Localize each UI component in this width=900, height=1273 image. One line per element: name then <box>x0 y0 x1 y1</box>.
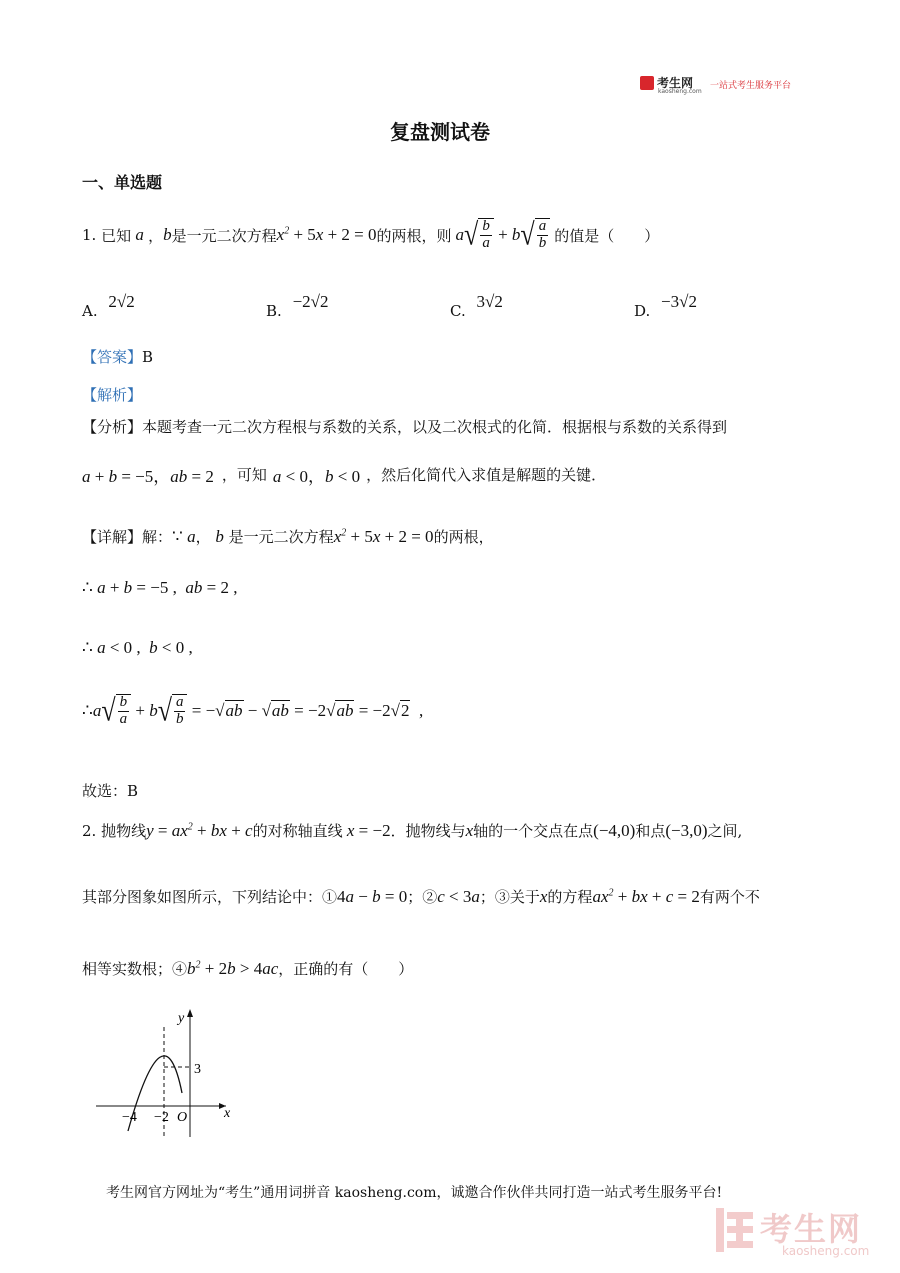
q1-text-3: 的两根，则 <box>376 226 452 245</box>
q2-text-4: 轴的一个交点在点 <box>473 822 594 840</box>
watermark-sub: kaosheng.com <box>782 1244 870 1258</box>
question-number: 2. <box>82 821 97 840</box>
analysis-mid: ，可知 <box>221 466 267 484</box>
question-2: 2. 抛物线 $y = ax^2$ + bx + c 的对称轴直线 x = −2 ．抛物线与 x 轴的一个交点在点 (−4,0) 和点 (−3,0) 之间, <box>82 820 743 840</box>
q2-l3a: 相等实数根；④ <box>82 960 188 978</box>
footer-text: 考生网官方网址为“考生”通用词拼音 kaosheng.com，诚邀合作伙伴共同打造一站式考生服务平台! <box>106 1185 723 1201</box>
detail-line-1: 【详解】解： ∵ a ， b 是一元二次方程 $x^2 + 5x + 2 = 0$ 的两根， <box>82 526 494 546</box>
logo-sub: kaosheng.com <box>658 88 702 95</box>
option-letter: B. <box>266 302 282 320</box>
question-1: 1. 已知 a ， b 是一元二次方程 $x^2 + 5x + 2 = 0$ 的两根，则 a √ $\frac{b}{a}$ + b √ $\frac{a}{b}$ 的值是（ ） <box>82 217 660 252</box>
header-slogan: 一站式考生服务平台 <box>710 81 792 91</box>
detail-line-3: ∴ a < 0 , b < 0 , <box>82 638 193 657</box>
analysis-text: 【分析】本题考查一元二次方程根与系数的关系，以及二次根式的化简．根据根与系数的关系得到 <box>82 418 728 436</box>
q2-text-3: ．抛物线与 <box>390 822 466 840</box>
option-value: −2√2 <box>292 292 329 311</box>
watermark-logo <box>716 1204 886 1264</box>
option-letter: D. <box>634 302 651 320</box>
logo-icon <box>640 76 654 90</box>
answer-label: 【答案】 <box>82 348 143 366</box>
y-label: y <box>178 1011 185 1026</box>
q2-l2c: ；③关于 <box>479 888 540 906</box>
q2-l3b: ，正确的有（ ） <box>278 960 414 978</box>
origin-label: O <box>177 1110 188 1125</box>
q1-equation: $x^2 + 5x + 2 = 0$ <box>276 225 377 244</box>
tick-neg2: −2 <box>154 1110 169 1125</box>
q2-text-2: 的对称轴直线 <box>252 822 343 840</box>
watermark-text: 考生网 <box>760 1210 863 1248</box>
logo-text: 考生网 <box>657 76 694 90</box>
parabola-graph <box>92 1005 242 1140</box>
option-letter: A. <box>82 302 98 320</box>
q1-text-1: 已知 <box>101 226 132 245</box>
detail-choose: 故选：B <box>82 782 139 800</box>
q2-text-1: 抛物线 <box>101 822 147 840</box>
q2-l2a: 其部分图象如图所示，下列结论中：① <box>82 888 338 906</box>
q2-text-6: 之间, <box>707 822 743 840</box>
x-label: x <box>224 1106 231 1121</box>
q2-l2d: 的方程 <box>547 888 593 906</box>
tick-3: 3 <box>194 1062 201 1077</box>
analysis-label: 【解析】 <box>82 386 143 404</box>
detail-line-2: ∴ a + b = −5 , ab = 2 , <box>82 578 238 597</box>
y-axis-arrow <box>187 1009 193 1017</box>
q2-line-2: 其部分图象如图所示，下列结论中：① 4a − b = 0 ；② c < 3a ；③关于 x 的方程 $ax^2$ + bx + c = 2 有两个不 <box>82 886 760 906</box>
q2-l2b: ；② <box>407 888 438 906</box>
page-title: 复盘测试卷 <box>390 120 490 144</box>
option-value: −3√2 <box>661 292 697 311</box>
header-logo <box>640 74 810 94</box>
analysis-end: ，然后化简代入求值是解题的关键． <box>366 466 607 484</box>
option-letter: C. <box>450 302 466 320</box>
watermark-icon <box>716 1208 756 1252</box>
detail-label: 【详解】解： <box>82 528 173 546</box>
option-b[interactable] <box>266 292 329 320</box>
option-a[interactable] <box>82 292 135 320</box>
option-c[interactable] <box>450 292 503 320</box>
answer <box>82 346 153 367</box>
detail-line-4: ∴ a √ $\frac{b}{a}$ + b √ $\frac{a}{b}$ = −√ab − √ab = −2√ab = −2√2 , <box>82 692 424 728</box>
q1-options <box>82 292 802 318</box>
detail-text-2: 是一元二次方程 <box>228 528 334 546</box>
q2-line-3: 相等实数根；④ $b^2 + 2b > 4ac$ ，正确的有（ ） <box>82 958 414 978</box>
section-heading: 一、单选题 <box>82 173 163 192</box>
q1-expression: a √ $\frac{b}{a}$ + b √ $\frac{a}{b}$ <box>456 218 551 252</box>
option-value: 2√2 <box>108 292 135 311</box>
q1-text-4: 的值是（ ） <box>554 226 660 245</box>
q2-l2e: 有两个不 <box>699 888 760 906</box>
q1-text-2: 是一元二次方程 <box>171 226 277 245</box>
q2-text-5: 和点 <box>635 822 666 840</box>
analysis-line-2: a + b = −5，ab = 2 ，可知 a < 0，b < 0 ，然后化简代入求值是解题的关键． <box>82 466 607 486</box>
question-number: 1. <box>82 226 97 244</box>
detail-text-3: 的两根， <box>433 528 494 546</box>
option-value: 3√2 <box>476 292 503 311</box>
answer-value: B <box>142 348 154 366</box>
option-d[interactable] <box>634 292 697 320</box>
tick-neg4: −4 <box>122 1110 137 1125</box>
